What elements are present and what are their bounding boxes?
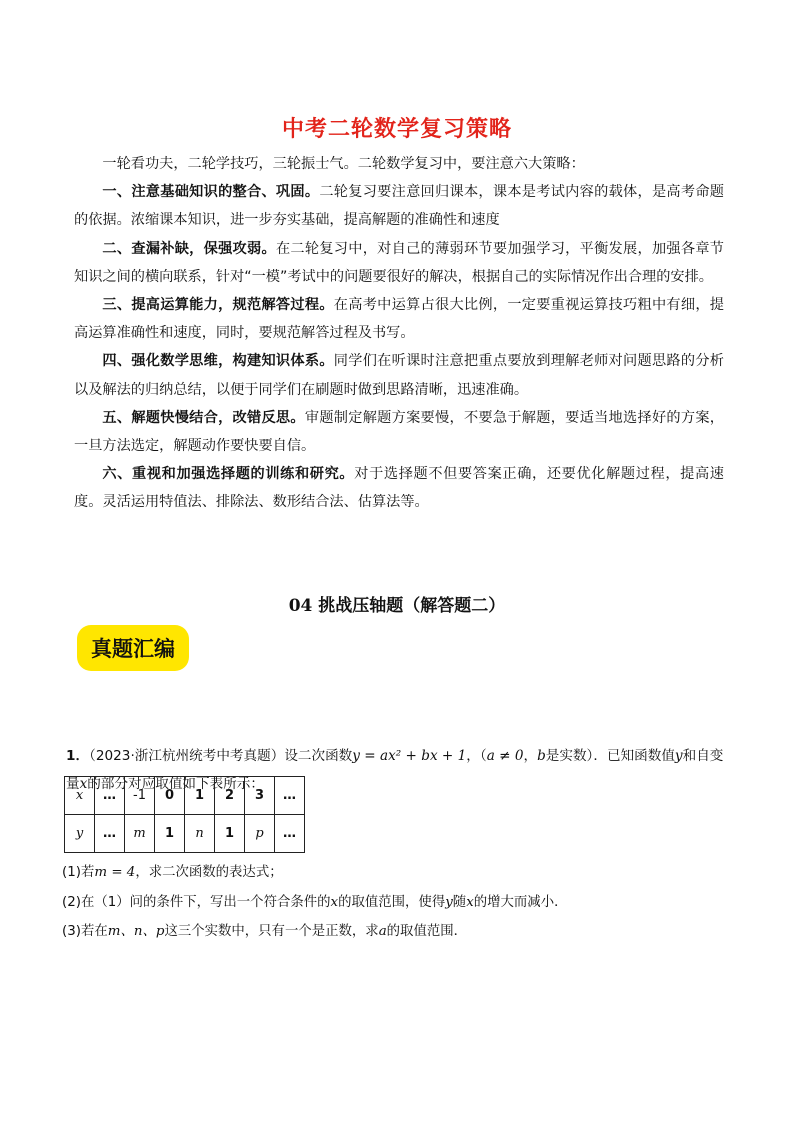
math-y: y (445, 894, 453, 910)
problem-text: 和自变 (682, 748, 724, 764)
question-text: 的取值范围． (386, 924, 468, 939)
strategy-item-2 (74, 235, 724, 291)
problem-text: ， (523, 748, 538, 764)
sub-questions (62, 858, 732, 947)
section-title: 04 挑战压轴题（解答题二） (288, 596, 506, 616)
strategy-text: 二轮复习要注意回归课本，课本是考试内容的载体，是高考命题的依据。浓缩课本知识，进一步夯实基础，提高解题的准确性和速度 (74, 184, 724, 229)
strategy-text: 同学们在听课时注意把重点要放到理解老师对问题思路的分析以及解法的归纳总结，以便于同学们在刷题时做到思路清晰，迅速准确。 (74, 353, 724, 398)
math-x: x (466, 894, 474, 910)
question-text: 随 (452, 894, 467, 910)
strategy-item-5 (74, 404, 724, 460)
question-text: 这三个实数中，只有一个是正数，求 (164, 924, 379, 939)
table-cell: 1 (155, 815, 185, 853)
table-cell: m (125, 815, 155, 853)
variable-x: x (79, 776, 88, 792)
table-cell: 1 (215, 815, 245, 853)
math-m-equals-4: m = 4 (94, 865, 136, 880)
strategy-text: 在二轮复习中，对自己的薄弱环节要加强学习，平衡发展，加强各章节知识之间的横向联系，针对“一模”考试中的问题要很好的解决，根据自己的实际情况作出合理的安排。 (74, 240, 724, 285)
page-title: 中考二轮数学复习策略 (281, 117, 512, 142)
strategy-item-1 (74, 178, 724, 234)
strategy-item-6 (74, 460, 724, 516)
strategy-heading: 六、重视和加强选择题的训练和研究。 (102, 466, 355, 483)
quadratic-formula: y = ax² + bx + 1 (352, 748, 467, 764)
table-cell: y (65, 815, 95, 853)
strategy-heading: 二、查漏补缺，保强攻弱。 (102, 240, 276, 257)
table-cell: 0 (155, 777, 185, 815)
intro-paragraph: 一轮看功夫，二轮学技巧，三轮振士气。二轮数学复习中，要注意六大策略： (102, 156, 585, 172)
problem-text: 是实数）．已知函数值 (545, 748, 675, 764)
table-cell: -1 (125, 777, 155, 815)
math-x: x (330, 894, 339, 910)
problem-text: 的部分对应取值如下表所示： (87, 776, 264, 792)
strategy-heading: 四、强化数学思维，构建知识体系。 (102, 353, 334, 370)
strategy-text: 审题制定解题方案要慢，不要急于解题，要适当地选择好的方案，一旦方法选定，解题动作要快要自信。 (74, 409, 724, 455)
table-cell: … (95, 815, 125, 853)
value-table (64, 776, 305, 853)
math-mnp: m、n、p (107, 924, 165, 939)
table-cell: 3 (245, 777, 275, 815)
problem-text: 设二次函数 (284, 748, 353, 764)
condition-a: a ≠ 0 (486, 748, 524, 764)
problem-text: ，（ (466, 748, 487, 764)
question-text: 的增大而减小． (473, 894, 568, 910)
table-row-y (65, 815, 305, 853)
question-2 (62, 888, 732, 918)
table-cell: 2 (215, 777, 245, 815)
strategy-heading: 三、提高运算能力，规范解答过程。 (102, 297, 334, 314)
question-text: (1)若 (62, 865, 95, 880)
table-cell: … (95, 777, 125, 815)
variable-y: y (674, 748, 683, 764)
question-3 (62, 917, 732, 947)
table-cell: 1 (185, 777, 215, 815)
table-cell: p (245, 815, 275, 853)
table-row-x (65, 777, 305, 815)
problem-number: 1． (66, 748, 90, 764)
question-1 (62, 858, 732, 888)
strategy-section (74, 150, 724, 517)
strategy-item-4 (74, 347, 724, 403)
section-badge: 真题汇编 (77, 625, 189, 671)
problem-line-1 (66, 742, 726, 770)
problem-text: 量 (66, 776, 80, 792)
table-cell: n (185, 815, 215, 853)
strategy-item-3 (74, 291, 724, 347)
strategy-heading: 一、注意基础知识的整合、巩固。 (102, 184, 320, 201)
table-cell: … (275, 777, 305, 815)
problem-source: （2023·浙江杭州统考中考真题） (89, 748, 285, 764)
question-text: (3)若在 (62, 924, 108, 939)
strategy-text: 对于选择题不但要答案正确，还要优化解题过程，提高速度。灵活运用特值法、排除法、数形结合法、估算法等。 (74, 466, 724, 511)
strategy-heading: 五、解题快慢结合，改错反思。 (102, 409, 305, 426)
question-text: (2)在（1）问的条件下，写出一个符合条件的 (62, 894, 331, 910)
condition-b: b (537, 748, 546, 764)
math-a: a (378, 924, 387, 939)
question-text: 的取值范围，使得 (338, 894, 446, 910)
table-cell: … (275, 815, 305, 853)
strategy-text: 在高考中运算占很大比例，一定要重视运算技巧粗中有细，提高运算准确性和速度，同时，要规范解答过程及书写。 (74, 297, 724, 342)
table-cell: x (65, 777, 95, 815)
question-text: ，求二次函数的表达式； (135, 865, 283, 880)
